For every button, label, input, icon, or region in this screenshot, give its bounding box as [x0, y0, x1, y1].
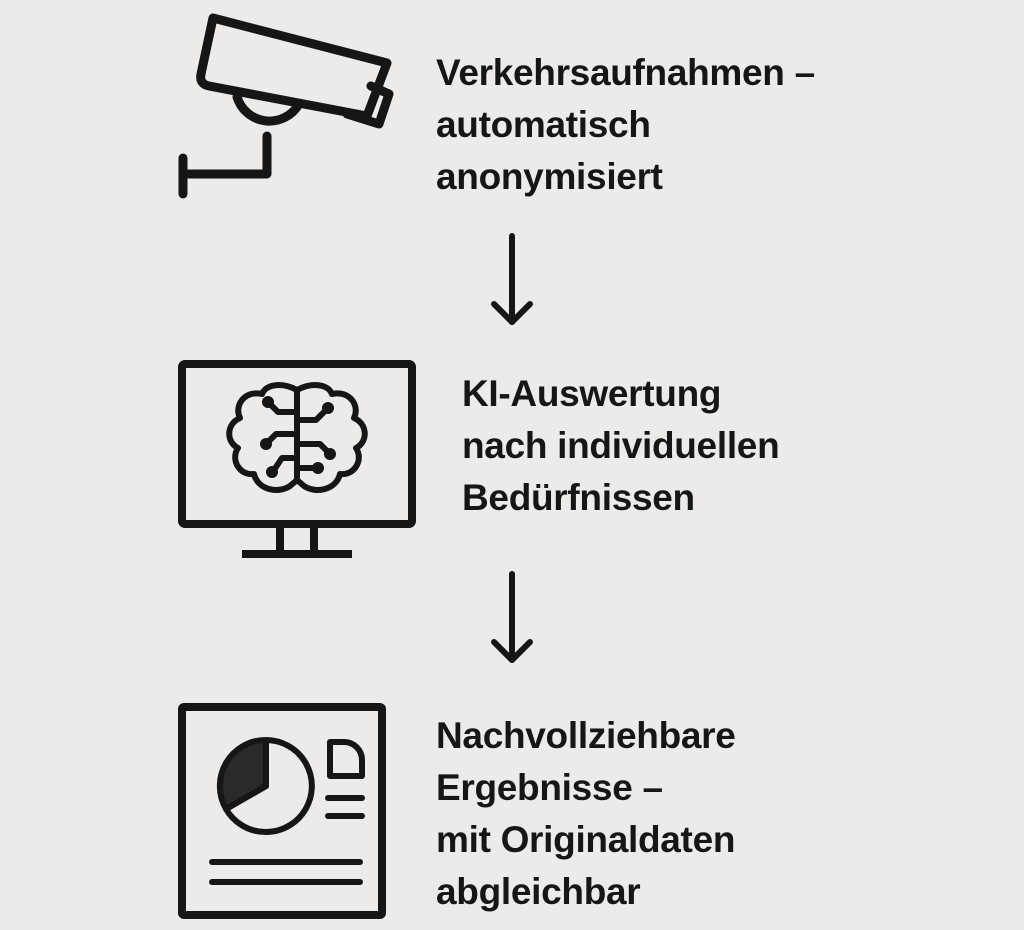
step-2-line-3: Bedürfnissen [462, 477, 695, 518]
step-1-text [436, 47, 815, 203]
step-3-line-2: Ergebnisse – [436, 767, 663, 808]
step-2-line-2: nach individuellen [462, 425, 780, 466]
step-1-line-2: automatisch [436, 104, 651, 145]
arrow-down-icon [486, 232, 538, 333]
step-3-text [436, 710, 736, 918]
monitor-brain-icon [178, 360, 418, 562]
step-3-line-3: mit Originaldaten [436, 819, 736, 860]
step-3-line-4: abgleichbar [436, 871, 641, 912]
step-1-line-3: anonymisiert [436, 156, 663, 197]
report-chart-icon [178, 702, 388, 922]
arrow-down-icon [486, 570, 538, 671]
step-3-line-1: Nachvollziehbare [436, 715, 736, 756]
step-2-line-1: KI-Auswertung [462, 373, 722, 414]
step-2-text [462, 368, 779, 524]
step-1-line-1: Verkehrsaufnahmen – [436, 52, 815, 93]
security-camera-icon [175, 8, 405, 200]
